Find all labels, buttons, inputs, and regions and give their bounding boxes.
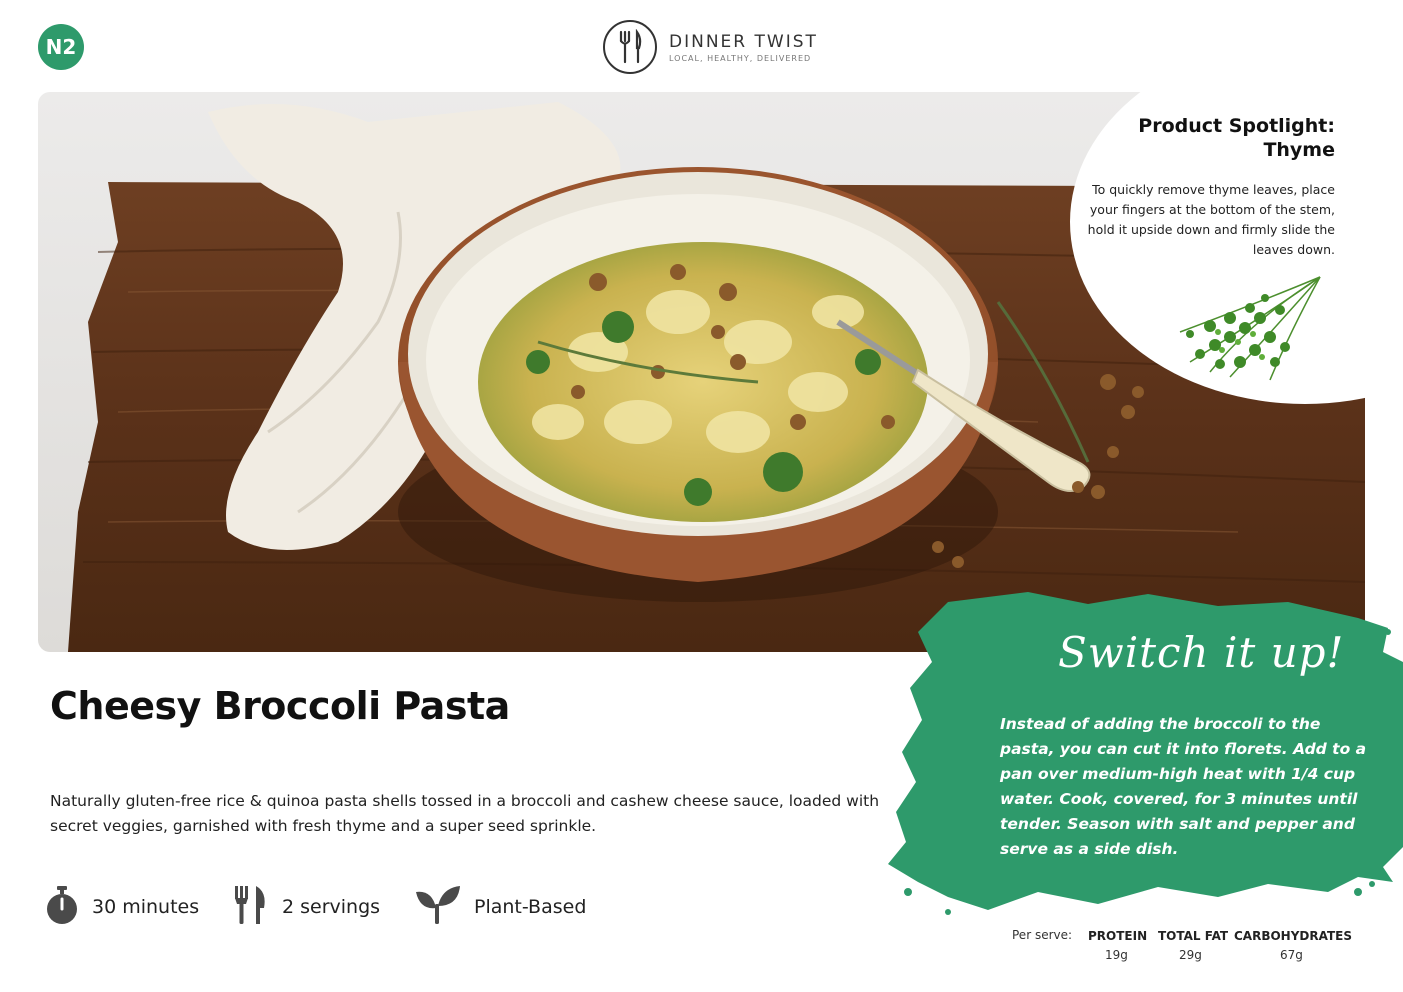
brand-logo [603, 20, 818, 74]
cook-time [46, 886, 199, 928]
diet-type [416, 886, 586, 928]
thyme-illustration [1170, 262, 1330, 388]
fat-label: TOTAL FAT [1158, 929, 1229, 943]
switch-it-up-panel [888, 592, 1403, 922]
fork-knife-logo-icon [603, 20, 657, 74]
sprout-icon [416, 886, 460, 928]
per-serve-label: Per serve: [1012, 928, 1073, 942]
spotlight-title-line2: Thyme [1263, 139, 1335, 161]
spotlight-body: To quickly remove thyme leaves, place your fingers at the bottom of the stem, hold it upside down and firmly slide the leaves down. [1087, 182, 1335, 257]
servings-label: 2 servings [282, 896, 381, 918]
protein-value: 19g [1105, 948, 1128, 962]
brand-tagline: LOCAL, HEALTHY, DELIVERED [669, 53, 812, 63]
stopwatch-icon [46, 886, 78, 928]
diet-type-label: Plant-Based [474, 896, 587, 918]
protein-label: PROTEIN [1088, 929, 1148, 943]
recipe-description: Naturally gluten-free rice & quinoa pasta shells tossed in a broccoli and cashew cheese sauce, loaded with secret veggies, garnished with fresh thyme and a super seed sprinkle. [50, 792, 880, 835]
carbs-value: 67g [1280, 948, 1303, 962]
product-spotlight-content [1085, 114, 1335, 260]
brand-name: DINNER TWIST [669, 31, 818, 52]
cutlery-icon [234, 886, 268, 928]
cook-time-label: 30 minutes [92, 896, 200, 918]
switch-it-up-body: Instead of adding the broccoli to the pasta, you can cut it into florets. Add to a pan over medium-high heat with 1/4 cup water. Cook, covered, for 3 minutes until tender. Season with salt and pepper and serve as a side dish. [1000, 715, 1367, 858]
recipe-code-badge: N2 [38, 24, 84, 70]
recipe-title: Cheesy Broccoli Pasta [50, 684, 510, 728]
switch-it-up-title: Switch it up! [1058, 628, 1345, 677]
spotlight-title-line1: Product Spotlight: [1138, 115, 1335, 137]
fat-value: 29g [1179, 948, 1202, 962]
carbs-label: CARBOHYDRATES [1234, 929, 1352, 943]
spotlight-title [1085, 114, 1335, 162]
servings [234, 886, 380, 928]
